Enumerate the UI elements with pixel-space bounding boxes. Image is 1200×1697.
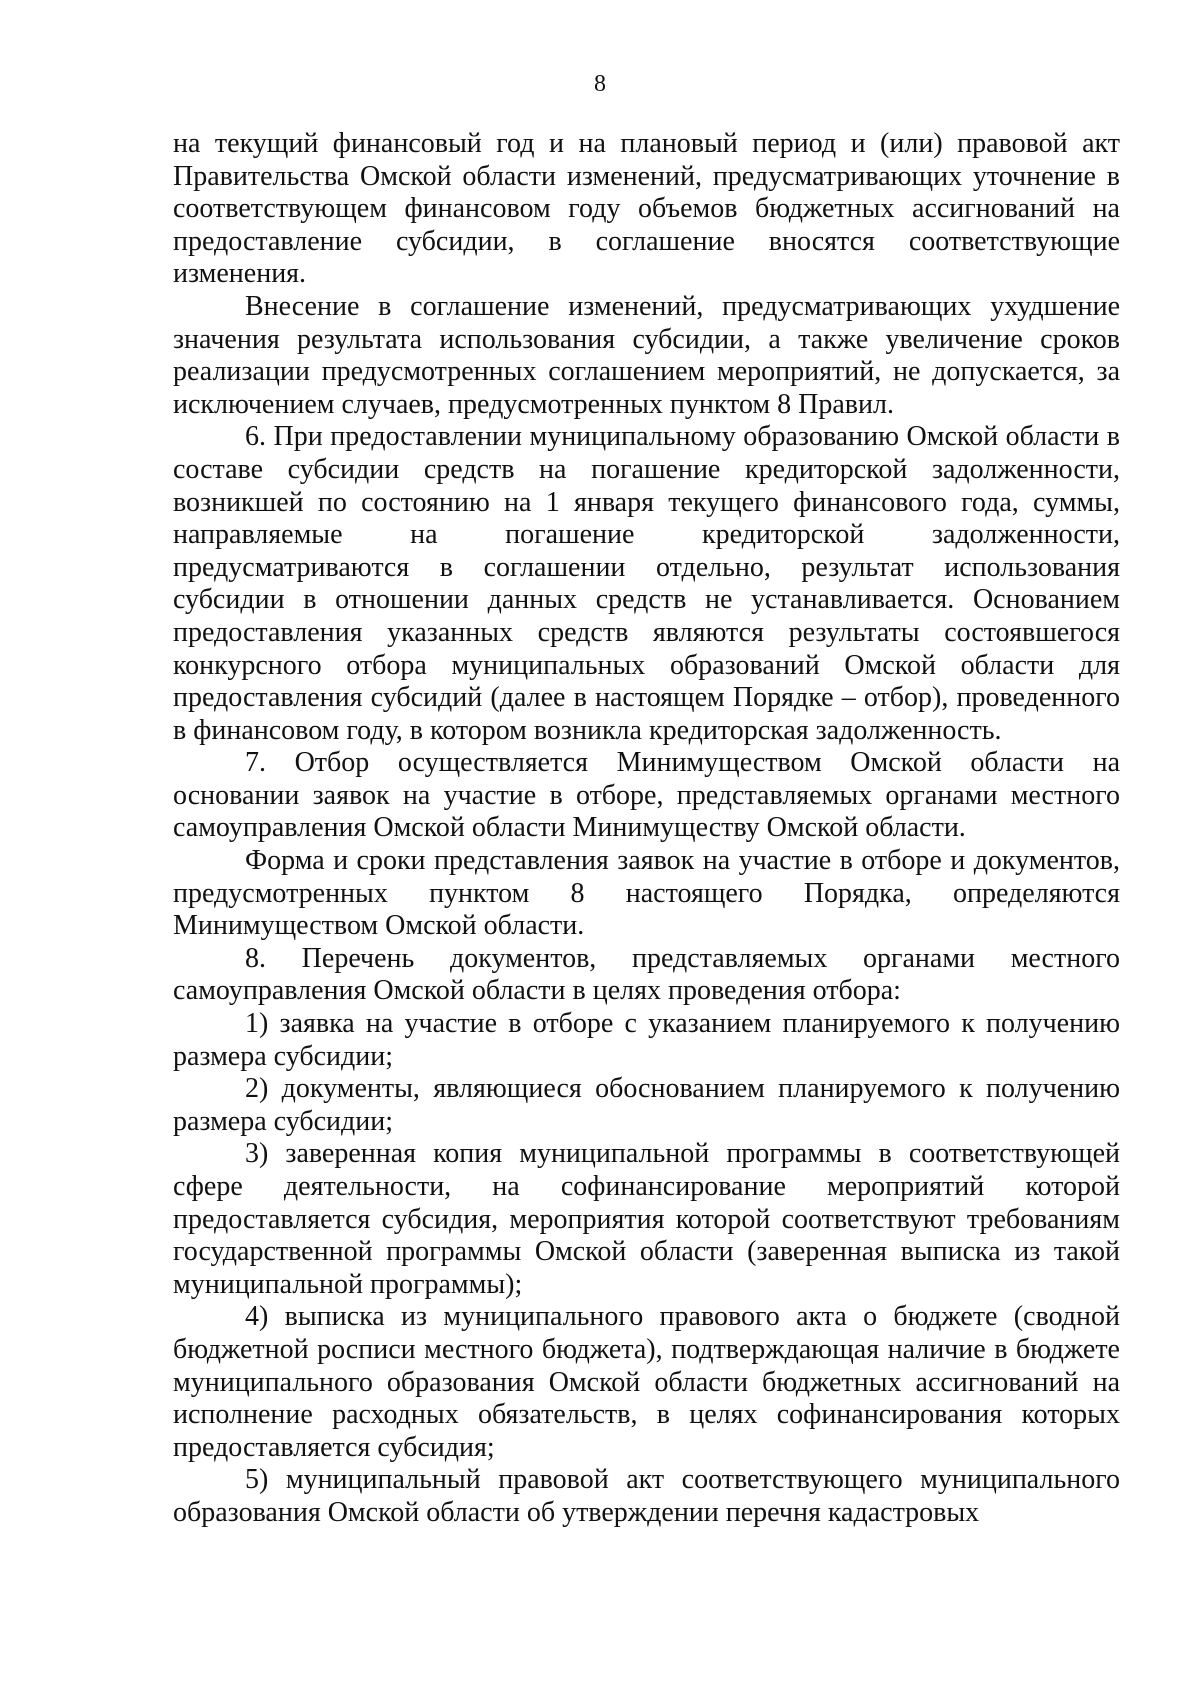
paragraph-application-form: Форма и сроки представления заявок на участие в отборе и документов, предусмотренных пунктом 8 настоящего Порядка, определяются Минимуществом Омской области.: [173, 845, 1120, 942]
list-item-2: 2) документы, являющиеся обоснованием планируемого к получению размера субсидии;: [173, 1073, 1120, 1137]
list-item-3: 3) заверенная копия муниципальной программы в соответствующей сфере деятельности, на софинансирование мероприятий которой предоставляется субсидия, мероприятия которой соответствуют требованиям государственной программы Омской области (заверенная выписка из такой муниципальной программы);: [173, 1138, 1120, 1300]
list-item-5: 5) муниципальный правовой акт соответствующего муниципального образования Омской области об утверждении перечня кадастровых: [173, 1464, 1120, 1528]
paragraph-item-7: 7. Отбор осуществляется Минимуществом Омской области на основании заявок на участие в отборе, представляемых органами местного самоуправления Омской области Минимуществу Омской области.: [173, 747, 1120, 844]
list-item-1: 1) заявка на участие в отборе с указанием планируемого к получению размера субсидии;: [173, 1008, 1120, 1072]
document-body: [173, 128, 1120, 1530]
paragraph-item-6: 6. При предоставлении муниципальному образованию Омской области в составе субсидии средств на погашение кредиторской задолженности, возникшей по состоянию на 1 января текущего финансового года, суммы, направляемые на погашение кредиторской задолженности, предусматриваются в соглашении отдельно, результат использования субсидии в отношении данных средств не устанавливается. Основанием предоставления указанных средств являются результаты состоявшегося конкурсного отбора муниципальных образований Омской области для предоставления субсидий (далее в настоящем Порядке – отбор), проведенного в финансовом году, в котором возникла кредиторская задолженность.: [173, 421, 1120, 746]
list-item-4: 4) выписка из муниципального правового акта о бюджете (сводной бюджетной росписи местного бюджета), подтверждающая наличие в бюджете муниципального образования Омской области бюджетных ассигнований на исполнение расходных обязательств, в целях софинансирования которых предоставляется субсидия;: [173, 1301, 1120, 1463]
page-number: 8: [594, 71, 606, 97]
paragraph-amendment-restriction: Внесение в соглашение изменений, предусматривающих ухудшение значения результата использования субсидии, а также увеличение сроков реализации предусмотренных соглашением мероприятий, не допускается, за исключением случаев, предусмотренных пунктом 8 Правил.: [173, 290, 1120, 420]
paragraph-item-8: 8. Перечень документов, представляемых органами местного самоуправления Омской области в целях проведения отбора:: [173, 942, 1120, 1007]
paragraph-continuation: на текущий финансовый год и на плановый период и (или) правовой акт Правительства Омской области изменений, предусматривающих уточнение в соответствующем финансовом году объемов бюджетных ассигнований на предоставление субсидии, в соглашение вносятся соответствующие изменения.: [173, 128, 1120, 290]
